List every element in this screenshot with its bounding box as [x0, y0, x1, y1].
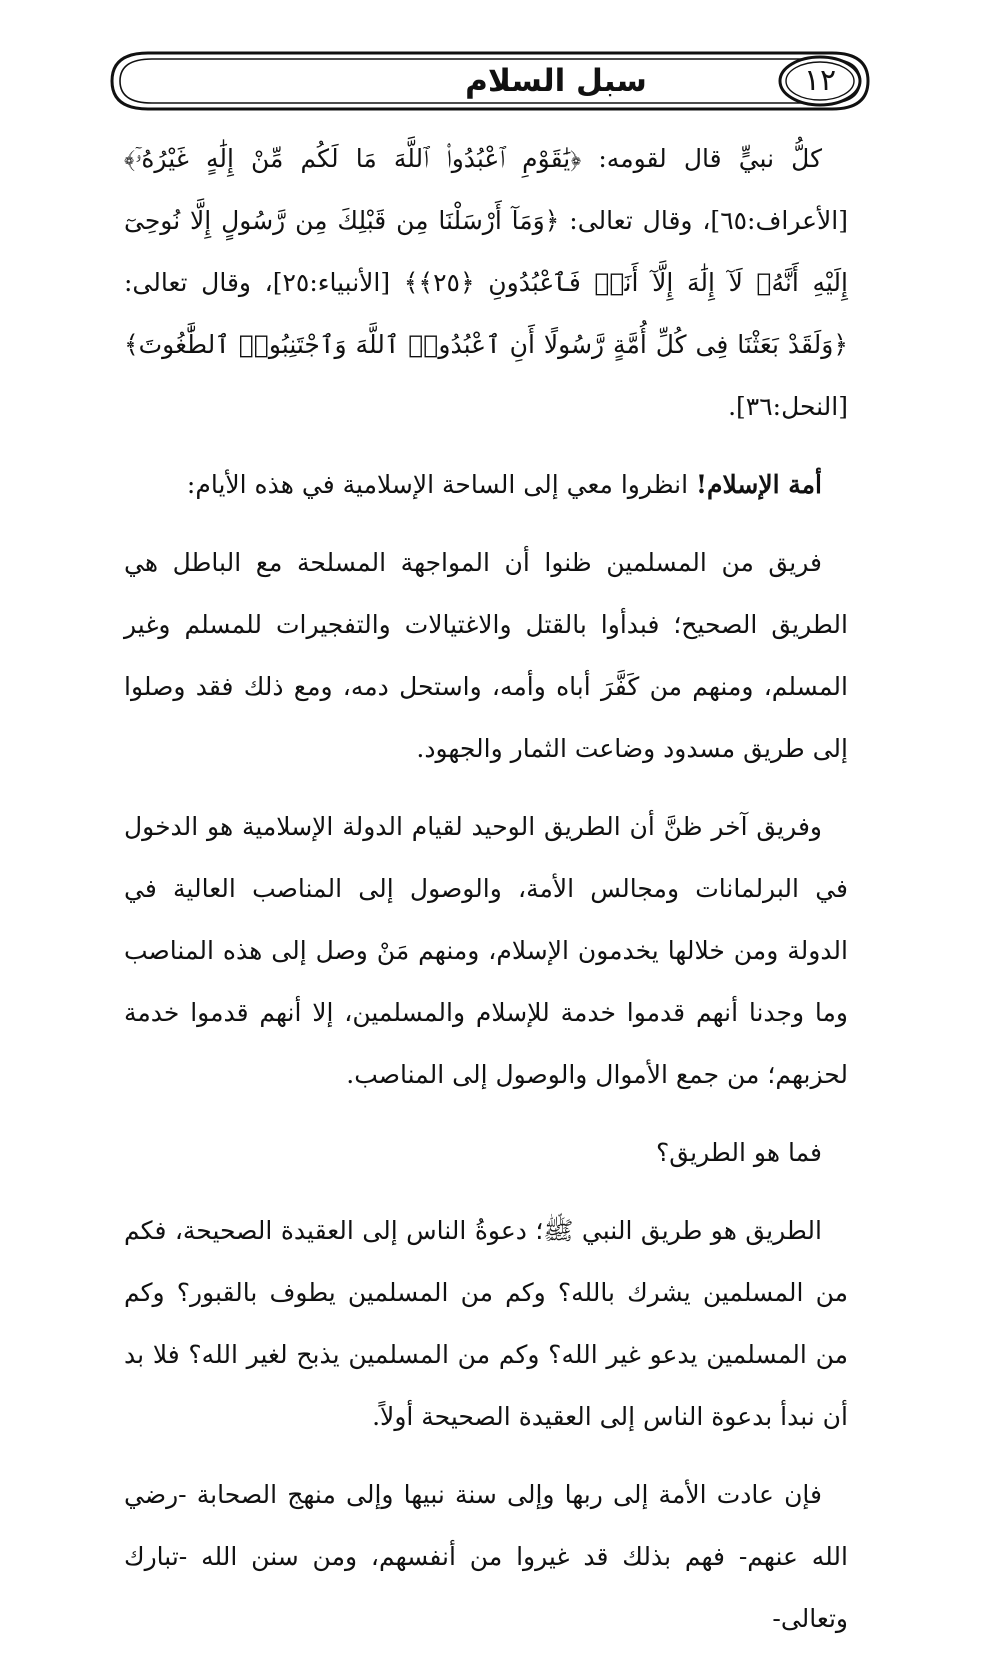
paragraph-1: [124, 128, 848, 438]
paragraph-7: [124, 1464, 848, 1650]
paragraph-4: [124, 796, 848, 1106]
paragraph-7-text: فإن عادت الأمة إلى ربها وإلى سنة نبيها وإلى منهج الصحابة -رضي الله عنهم- فهم بذلك قد غيروا من أنفسهم، ومن سنن الله -تبارك وتعالى-: [124, 1480, 848, 1633]
paragraph-2-text: انظروا معي إلى الساحة الإسلامية في هذه الأيام:: [186, 470, 697, 499]
header-title: سبل السلام: [465, 63, 647, 99]
paragraph-3-text: فريق من المسلمين ظنوا أن المواجهة المسلحة مع الباطل هي الطريق الصحيح؛ فبدأوا بالقتل والاغتيالات والتفجيرات للمسلم وغير المسلم، ومنهم من كَفَّرَ أباه وأمه، واستحل دمه، ومع ذلك فقد وصلوا إلى طريق مسدود وضاعت الثمار والجهود.: [124, 548, 848, 763]
paragraph-6: [124, 1200, 848, 1448]
paragraph-2-lead: أمة الإسلام!: [696, 470, 822, 499]
running-header: [108, 48, 872, 114]
paragraph-2: [124, 454, 848, 516]
paragraph-4-text: وفريق آخر ظنَّ أن الطريق الوحيد لقيام الدولة الإسلامية هو الدخول في البرلمانات ومجالس الأمة، والوصول إلى المناصب العالية في الدولة ومن خلالها يخدمون الإسلام، ومنهم مَنْ وصل إلى هذه المناصب وما وجدنا أنهم قدموا خدمة للإسلام والمسلمين، إلا أنهم قدموا خدمة لحزبهم؛ من جمع الأموال والوصول إلى المناصب.: [124, 812, 848, 1089]
paragraph-5: [124, 1122, 848, 1184]
paragraph-3: [124, 532, 848, 780]
page-number: ١٢: [803, 63, 837, 98]
paragraph-1-text: كلُّ نبيٍّ قال لقومه: ﴿يَٰقَوْمِ ٱعْبُدُوا۟ ٱللَّهَ مَا لَكُم مِّنْ إِلَٰهٍ غَيْرُهُۥٓ﴾ [الأعراف:٦٥]، وقال تعالى: ﴿وَمَآ أَرْسَلْنَا مِن قَبْلِكَ مِن رَّسُولٍ إِلَّا نُوحِىٓ إِلَيْهِ أَنَّهُۥ لَآ إِلَٰهَ إِلَّآ أَنَا۠ فَٱعْبُدُونِ ﴿٢٥﴾﴾ [الأنبياء:٢٥]، وقال تعالى: ﴿وَلَقَدْ بَعَثْنَا فِى كُلِّ أُمَّةٍ رَّسُولًا أَنِ ٱعْبُدُوا۟ ٱللَّهَ وَٱجْتَنِبُوا۟ ٱلطَّٰغُوتَ﴾ [النحل:٣٦].: [124, 144, 848, 421]
paragraph-5-text: فما هو الطريق؟: [656, 1138, 822, 1167]
paragraph-6-text: الطريق هو طريق النبي ﷺ؛ دعوةُ الناس إلى العقيدة الصحيحة، فكم من المسلمين يشرك بالله؟ وكم من المسلمين يطوف بالقبور؟ وكم من المسلمين يدعو غير الله؟ وكم من المسلمين يذبح لغير الله؟ فلا بد أن نبدأ بدعوة الناس إلى العقيدة الصحيحة أولاً.: [124, 1216, 848, 1431]
main-text: [124, 128, 848, 1666]
